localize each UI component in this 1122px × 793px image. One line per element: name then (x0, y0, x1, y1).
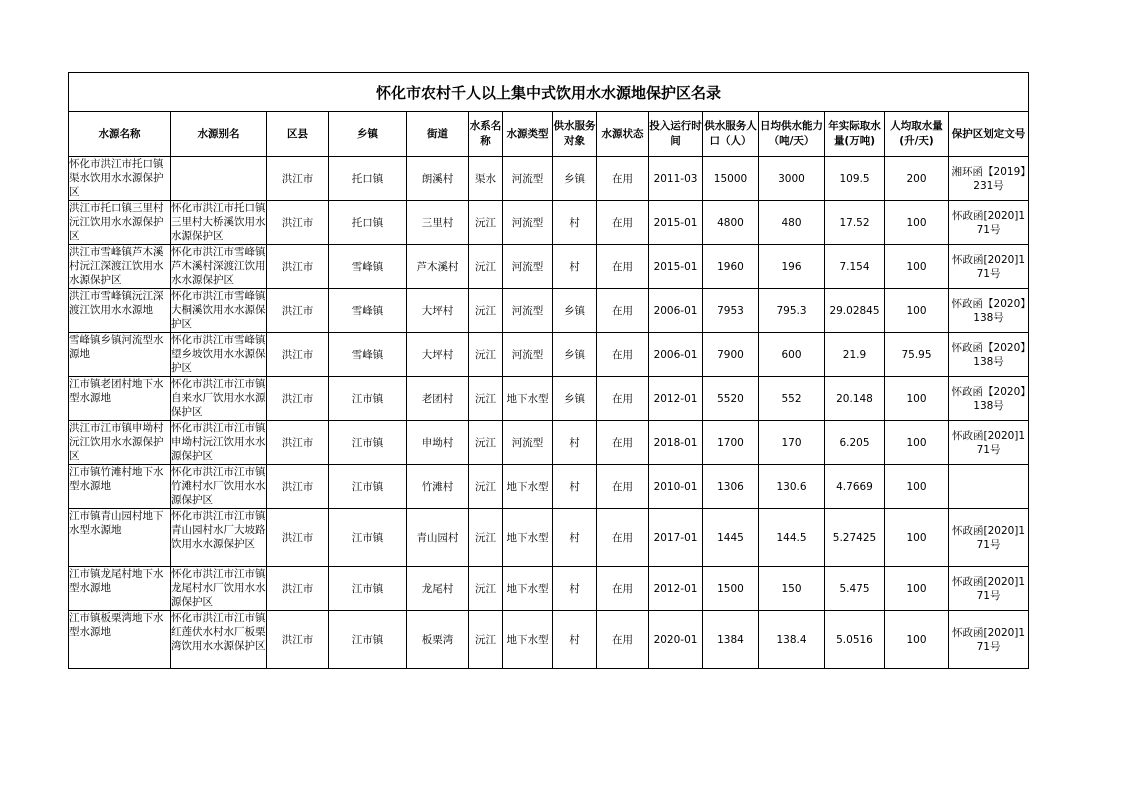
start-date-cell: 2006-01 (649, 289, 703, 333)
county-cell: 洪江市 (267, 509, 329, 567)
capacity-cell: 170 (759, 421, 825, 465)
capacity-cell: 196 (759, 245, 825, 289)
town-cell: 雪峰镇 (329, 289, 407, 333)
street-cell: 青山园村 (407, 509, 469, 567)
county-cell: 洪江市 (267, 377, 329, 421)
column-header: 水源别名 (171, 112, 267, 157)
document-number-cell: 怀政函[2020]171号 (949, 567, 1029, 611)
source-type-cell: 河流型 (503, 421, 553, 465)
service-target-cell: 乡镇 (553, 289, 597, 333)
annual-intake-cell: 6.205 (825, 421, 885, 465)
river-system-cell: 沅江 (469, 201, 503, 245)
source-type-cell: 地下水型 (503, 567, 553, 611)
service-target-cell: 村 (553, 567, 597, 611)
annual-intake-cell: 21.9 (825, 333, 885, 377)
population-cell: 1500 (703, 567, 759, 611)
town-cell: 托口镇 (329, 157, 407, 201)
status-cell: 在用 (597, 421, 649, 465)
source-type-cell: 河流型 (503, 333, 553, 377)
per-capita-cell: 100 (885, 289, 949, 333)
column-header: 供水服务对象 (553, 112, 597, 157)
annual-intake-cell: 20.148 (825, 377, 885, 421)
table-row (69, 377, 1029, 421)
population-cell: 15000 (703, 157, 759, 201)
street-cell: 龙尾村 (407, 567, 469, 611)
river-system-cell: 沅江 (469, 567, 503, 611)
county-cell: 洪江市 (267, 289, 329, 333)
source-type-cell: 河流型 (503, 157, 553, 201)
annual-intake-cell: 4.7669 (825, 465, 885, 509)
per-capita-cell: 100 (885, 201, 949, 245)
population-cell: 7900 (703, 333, 759, 377)
street-cell: 大坪村 (407, 333, 469, 377)
start-date-cell: 2011-03 (649, 157, 703, 201)
status-cell: 在用 (597, 201, 649, 245)
source-alias-cell (171, 157, 267, 201)
county-cell: 洪江市 (267, 201, 329, 245)
source-name-cell: 江市镇青山园村地下水型水源地 (69, 509, 171, 567)
service-target-cell: 村 (553, 245, 597, 289)
start-date-cell: 2012-01 (649, 567, 703, 611)
service-target-cell: 村 (553, 611, 597, 669)
source-name-cell: 洪江市雪峰镇芦木溪村沅江深渡江饮用水水源保护区 (69, 245, 171, 289)
county-cell: 洪江市 (267, 465, 329, 509)
annual-intake-cell: 5.0516 (825, 611, 885, 669)
street-cell: 大坪村 (407, 289, 469, 333)
county-cell: 洪江市 (267, 421, 329, 465)
river-system-cell: 沅江 (469, 289, 503, 333)
county-cell: 洪江市 (267, 245, 329, 289)
county-cell: 洪江市 (267, 157, 329, 201)
population-cell: 1960 (703, 245, 759, 289)
column-header: 保护区划定文号 (949, 112, 1029, 157)
annual-intake-cell: 109.5 (825, 157, 885, 201)
source-name-cell: 江市镇龙尾村地下水型水源地 (69, 567, 171, 611)
source-alias-cell: 怀化市洪江市雪峰镇大桐溪饮用水水源保护区 (171, 289, 267, 333)
source-name-cell: 怀化市洪江市托口镇渠水饮用水水源保护区 (69, 157, 171, 201)
population-cell: 7953 (703, 289, 759, 333)
county-cell: 洪江市 (267, 611, 329, 669)
start-date-cell: 2012-01 (649, 377, 703, 421)
capacity-cell: 144.5 (759, 509, 825, 567)
source-name-cell: 江市镇板栗湾地下水型水源地 (69, 611, 171, 669)
document-number-cell: 怀政函[2020]171号 (949, 421, 1029, 465)
water-source-table (68, 72, 1029, 669)
per-capita-cell: 100 (885, 465, 949, 509)
river-system-cell: 沅江 (469, 421, 503, 465)
town-cell: 江市镇 (329, 465, 407, 509)
status-cell: 在用 (597, 567, 649, 611)
column-header: 日均供水能力（吨/天） (759, 112, 825, 157)
document-number-cell (949, 465, 1029, 509)
population-cell: 5520 (703, 377, 759, 421)
source-name-cell: 雪峰镇乡镇河流型水源地 (69, 333, 171, 377)
source-name-cell: 江市镇老团村地下水型水源地 (69, 377, 171, 421)
header-row (69, 112, 1029, 157)
status-cell: 在用 (597, 333, 649, 377)
document-number-cell: 怀政函[2020]171号 (949, 201, 1029, 245)
county-cell: 洪江市 (267, 567, 329, 611)
river-system-cell: 沅江 (469, 611, 503, 669)
source-type-cell: 地下水型 (503, 377, 553, 421)
status-cell: 在用 (597, 289, 649, 333)
per-capita-cell: 100 (885, 245, 949, 289)
status-cell: 在用 (597, 157, 649, 201)
service-target-cell: 村 (553, 201, 597, 245)
town-cell: 江市镇 (329, 611, 407, 669)
page-title: 怀化市农村千人以上集中式饮用水水源地保护区名录 (69, 73, 1029, 112)
start-date-cell: 2006-01 (649, 333, 703, 377)
population-cell: 1445 (703, 509, 759, 567)
service-target-cell: 乡镇 (553, 333, 597, 377)
per-capita-cell: 100 (885, 509, 949, 567)
table-row (69, 509, 1029, 567)
town-cell: 托口镇 (329, 201, 407, 245)
start-date-cell: 2015-01 (649, 201, 703, 245)
column-header: 街道 (407, 112, 469, 157)
document-number-cell: 怀政函【2020】138号 (949, 289, 1029, 333)
document-number-cell: 怀政函【2020】138号 (949, 377, 1029, 421)
river-system-cell: 沅江 (469, 333, 503, 377)
town-cell: 雪峰镇 (329, 333, 407, 377)
town-cell: 江市镇 (329, 377, 407, 421)
source-type-cell: 地下水型 (503, 611, 553, 669)
town-cell: 江市镇 (329, 509, 407, 567)
service-target-cell: 乡镇 (553, 377, 597, 421)
street-cell: 竹滩村 (407, 465, 469, 509)
annual-intake-cell: 17.52 (825, 201, 885, 245)
river-system-cell: 沅江 (469, 509, 503, 567)
source-alias-cell: 怀化市洪江市雪峰镇芦木溪村深渡江饮用水水源保护区 (171, 245, 267, 289)
street-cell: 板栗湾 (407, 611, 469, 669)
column-header: 年实际取水量(万吨) (825, 112, 885, 157)
population-cell: 4800 (703, 201, 759, 245)
column-header: 水系名称 (469, 112, 503, 157)
column-header: 区县 (267, 112, 329, 157)
street-cell: 朗溪村 (407, 157, 469, 201)
table-row (69, 333, 1029, 377)
column-header: 水源名称 (69, 112, 171, 157)
source-alias-cell: 怀化市洪江市江市镇龙尾村水厂饮用水水源保护区 (171, 567, 267, 611)
source-type-cell: 地下水型 (503, 465, 553, 509)
service-target-cell: 村 (553, 421, 597, 465)
table-row (69, 245, 1029, 289)
status-cell: 在用 (597, 465, 649, 509)
town-cell: 江市镇 (329, 567, 407, 611)
annual-intake-cell: 7.154 (825, 245, 885, 289)
river-system-cell: 沅江 (469, 245, 503, 289)
capacity-cell: 552 (759, 377, 825, 421)
source-alias-cell: 怀化市洪江市江市镇自来水厂饮用水水源保护区 (171, 377, 267, 421)
source-type-cell: 地下水型 (503, 509, 553, 567)
annual-intake-cell: 5.27425 (825, 509, 885, 567)
annual-intake-cell: 29.02845 (825, 289, 885, 333)
document-number-cell: 怀政函[2020]171号 (949, 245, 1029, 289)
source-alias-cell: 怀化市洪江市江市镇申坳村沅江饮用水水源保护区 (171, 421, 267, 465)
start-date-cell: 2017-01 (649, 509, 703, 567)
source-type-cell: 河流型 (503, 201, 553, 245)
per-capita-cell: 75.95 (885, 333, 949, 377)
document-number-cell: 怀政函【2020】138号 (949, 333, 1029, 377)
service-target-cell: 乡镇 (553, 157, 597, 201)
annual-intake-cell: 5.475 (825, 567, 885, 611)
river-system-cell: 沅江 (469, 465, 503, 509)
status-cell: 在用 (597, 611, 649, 669)
column-header: 水源类型 (503, 112, 553, 157)
per-capita-cell: 100 (885, 611, 949, 669)
town-cell: 江市镇 (329, 421, 407, 465)
table-row (69, 611, 1029, 669)
column-header: 水源状态 (597, 112, 649, 157)
town-cell: 雪峰镇 (329, 245, 407, 289)
per-capita-cell: 200 (885, 157, 949, 201)
per-capita-cell: 100 (885, 421, 949, 465)
county-cell: 洪江市 (267, 333, 329, 377)
street-cell: 老团村 (407, 377, 469, 421)
capacity-cell: 138.4 (759, 611, 825, 669)
capacity-cell: 600 (759, 333, 825, 377)
street-cell: 三里村 (407, 201, 469, 245)
river-system-cell: 沅江 (469, 377, 503, 421)
capacity-cell: 795.3 (759, 289, 825, 333)
column-header: 乡镇 (329, 112, 407, 157)
document-number-cell: 怀政函[2020]171号 (949, 611, 1029, 669)
population-cell: 1384 (703, 611, 759, 669)
source-alias-cell: 怀化市洪江市雪峰镇望乡坡饮用水水源保护区 (171, 333, 267, 377)
river-system-cell: 渠水 (469, 157, 503, 201)
start-date-cell: 2010-01 (649, 465, 703, 509)
source-alias-cell: 怀化市洪江市托口镇三里村大桥溪饮用水水源保护区 (171, 201, 267, 245)
source-alias-cell: 怀化市洪江市江市镇竹滩村水厂饮用水水源保护区 (171, 465, 267, 509)
per-capita-cell: 100 (885, 567, 949, 611)
population-cell: 1700 (703, 421, 759, 465)
start-date-cell: 2015-01 (649, 245, 703, 289)
source-name-cell: 洪江市江市镇申坳村沅江饮用水水源保护区 (69, 421, 171, 465)
status-cell: 在用 (597, 377, 649, 421)
source-name-cell: 洪江市雪峰镇沅江深渡江饮用水水源地 (69, 289, 171, 333)
status-cell: 在用 (597, 245, 649, 289)
table-row (69, 157, 1029, 201)
source-type-cell: 河流型 (503, 245, 553, 289)
source-name-cell: 洪江市托口镇三里村沅江饮用水水源保护区 (69, 201, 171, 245)
source-alias-cell: 怀化市洪江市江市镇青山园村水厂大坡路饮用水水源保护区 (171, 509, 267, 567)
capacity-cell: 480 (759, 201, 825, 245)
document-number-cell: 湘环函【2019】231号 (949, 157, 1029, 201)
table-body (69, 157, 1029, 669)
column-header: 人均取水量(升/天) (885, 112, 949, 157)
population-cell: 1306 (703, 465, 759, 509)
status-cell: 在用 (597, 509, 649, 567)
capacity-cell: 150 (759, 567, 825, 611)
street-cell: 申坳村 (407, 421, 469, 465)
table-row (69, 567, 1029, 611)
source-type-cell: 河流型 (503, 289, 553, 333)
per-capita-cell: 100 (885, 377, 949, 421)
column-header: 供水服务人口（人） (703, 112, 759, 157)
service-target-cell: 村 (553, 465, 597, 509)
source-name-cell: 江市镇竹滩村地下水型水源地 (69, 465, 171, 509)
table-row (69, 289, 1029, 333)
table-row (69, 201, 1029, 245)
service-target-cell: 村 (553, 509, 597, 567)
start-date-cell: 2018-01 (649, 421, 703, 465)
table-row (69, 421, 1029, 465)
source-alias-cell: 怀化市洪江市江市镇红莲伏水村水厂板栗湾饮用水水源保护区 (171, 611, 267, 669)
capacity-cell: 3000 (759, 157, 825, 201)
table-row (69, 465, 1029, 509)
capacity-cell: 130.6 (759, 465, 825, 509)
start-date-cell: 2020-01 (649, 611, 703, 669)
document-number-cell: 怀政函[2020]171号 (949, 509, 1029, 567)
street-cell: 芦木溪村 (407, 245, 469, 289)
column-header: 投入运行时间 (649, 112, 703, 157)
